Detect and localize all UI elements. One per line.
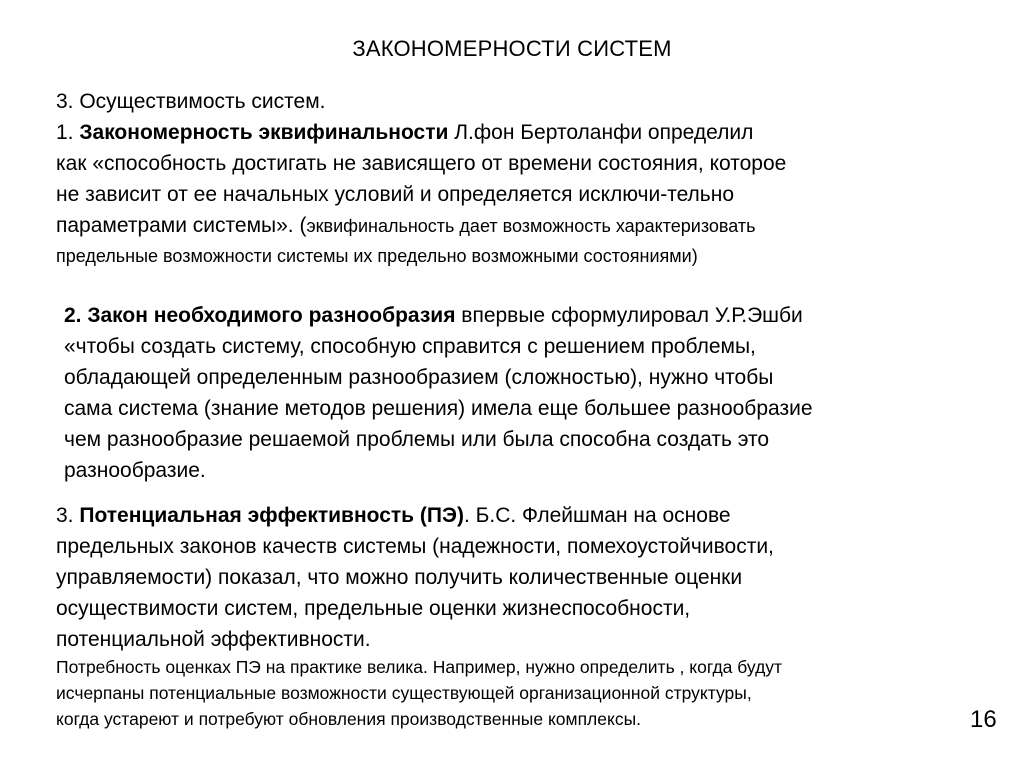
variety-line-3: обладающей определенным разнообразием (сложностью), нужно чтобы bbox=[64, 366, 774, 389]
variety-line-1 bbox=[64, 300, 813, 331]
efficiency-line-1-text: . Б.С. Флейшман на основе bbox=[463, 504, 731, 527]
efficiency-line-4: осуществимости систем, предельные оценки жизнеспособности, bbox=[56, 597, 691, 620]
efficiency-term: Потенциальная эффективность (ПЭ) bbox=[79, 504, 464, 527]
section-requisite-variety bbox=[64, 300, 813, 486]
efficiency-line-5: потенциальной эффективности. bbox=[56, 628, 371, 651]
equifinality-line-1 bbox=[56, 117, 786, 148]
variety-line-1-text: впервые сформулировал У.Р.Эшби bbox=[455, 304, 803, 327]
need-line-3: когда устареют и потребуют обновления производственные комплексы. bbox=[56, 709, 642, 729]
efficiency-number: 3. bbox=[56, 504, 80, 527]
variety-line-4: сама система (знание методов решения) имела еще большее разнообразие bbox=[64, 397, 813, 420]
equifinality-line-4-main: параметрами системы». ( bbox=[56, 214, 307, 237]
section-potential-efficiency bbox=[56, 500, 774, 655]
variety-line-2: «чтобы создать систему, способную справится с решением проблемы, bbox=[64, 335, 756, 358]
section-practical-need bbox=[56, 654, 782, 732]
slide-title: ЗАКОНОМЕРНОСТИ СИСТЕМ bbox=[352, 36, 672, 61]
variety-line-6: разнообразие. bbox=[64, 459, 206, 482]
need-line-2: исчерпаны потенциальные возможности существующей организационной структуры, bbox=[56, 683, 752, 703]
variety-line-5: чем разнообразие решаемой проблемы или была способна создать это bbox=[64, 428, 770, 451]
need-line-1: Потребность оценках ПЭ на практике велика. Например, нужно определить , когда будут bbox=[56, 657, 783, 677]
equifinality-line-4 bbox=[56, 210, 786, 241]
section-heading: 3. Осуществимость систем. bbox=[56, 90, 326, 113]
efficiency-line-1 bbox=[56, 500, 774, 531]
section-equifinality bbox=[56, 86, 786, 271]
equifinality-line-3: не зависит от ее начальных условий и определяется исключи-тельно bbox=[56, 183, 735, 206]
efficiency-line-3: управляемости) показал, что можно получить количественные оценки bbox=[56, 566, 743, 589]
item-number: 1. bbox=[56, 121, 80, 144]
variety-term: 2. Закон необходимого разнообразия bbox=[64, 304, 456, 327]
equifinality-term: Закономерность эквифинальности bbox=[79, 121, 449, 144]
equifinality-line-1-text: Л.фон Бертоланфи определил bbox=[448, 121, 754, 144]
page-number: 16 bbox=[970, 706, 997, 733]
efficiency-line-2: предельных законов качеств системы (надежности, помехоустойчивости, bbox=[56, 535, 774, 558]
equifinality-line-2: как «способность достигать не зависящего от времени состояния, которое bbox=[56, 152, 787, 175]
equifinality-line-5: предельные возможности системы их предельно возможными состояниями) bbox=[56, 246, 698, 266]
equifinality-note: эквифинальность дает возможность характеризовать bbox=[306, 216, 756, 236]
